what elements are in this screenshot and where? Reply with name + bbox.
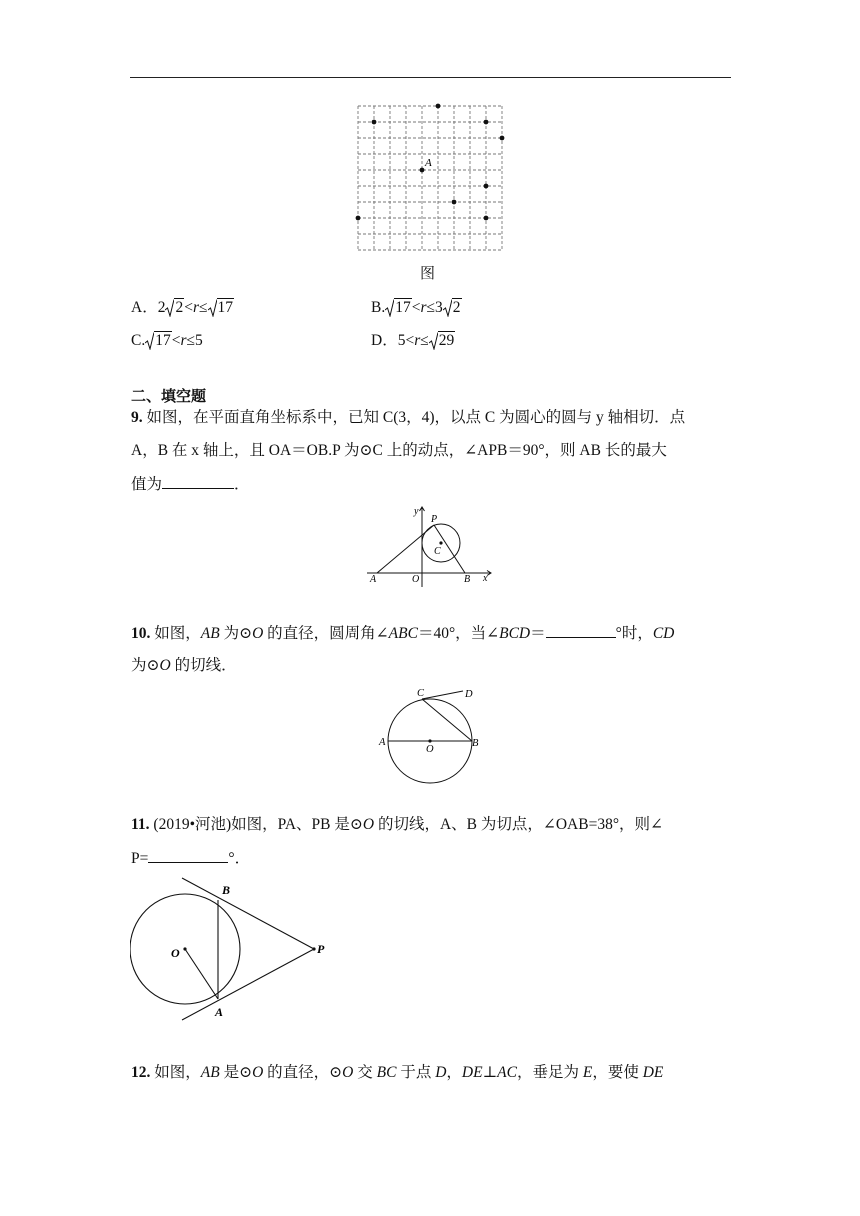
tangent-pa <box>182 949 314 1020</box>
svg-text:O: O <box>412 574 420 585</box>
q11-line-1: 11. (2019•河池)如图，PA、PB 是⊙O 的切线，A、B 为切点，∠OAB=38°，则∠ <box>131 816 664 833</box>
q12-line-1: 12. 如图，AB 是⊙O 的直径，⊙O 交 BC 于点 D，DE⊥AC，垂足为 E，要使 DE <box>131 1064 664 1081</box>
option-a: A．2 2<r≤ 17 <box>131 299 234 316</box>
tangent-pb <box>182 878 314 949</box>
grid-caption: 图 <box>420 264 436 282</box>
header-rule <box>130 77 731 78</box>
svg-text:O: O <box>171 946 180 960</box>
svg-text:P: P <box>431 514 438 525</box>
q11-line-2: P= °． <box>131 850 251 867</box>
grid-figure <box>350 100 510 260</box>
svg-text:C: C <box>434 546 441 557</box>
svg-text:C: C <box>417 688 425 699</box>
q10-line-2: 为⊙O 的切线． <box>131 657 237 674</box>
point-a <box>420 168 425 173</box>
svg-text:y: y <box>414 506 419 517</box>
answer-blank[interactable] <box>546 623 616 638</box>
svg-text:B: B <box>464 574 471 585</box>
q9-line-3: 值为 ． <box>131 476 250 493</box>
svg-text:B: B <box>222 883 231 897</box>
q9-line-2: A，B 在 x 轴上，且 OA＝OB.P 为⊙C 上的动点，∠APB＝90°，则 AB 长的最大 <box>131 442 667 459</box>
answer-blank[interactable] <box>148 848 228 863</box>
segment-ap <box>377 525 434 573</box>
q10-figure <box>375 682 495 792</box>
dashed-grid <box>358 106 502 250</box>
section-title: 二、填空题 <box>131 387 207 405</box>
chord-cb <box>422 699 472 741</box>
q9-figure <box>365 502 495 588</box>
q10-line-1: 10. 如图，AB 为⊙O 的直径，圆周角∠ABC＝40°，当∠BCD＝ °时，CD <box>131 625 675 642</box>
svg-text:D: D <box>465 689 473 700</box>
svg-text:A: A <box>379 737 386 748</box>
svg-text:A: A <box>370 574 377 585</box>
option-c: C. 17<r≤5 <box>131 332 203 349</box>
answer-blank[interactable] <box>162 474 234 489</box>
svg-text:x: x <box>483 573 488 584</box>
svg-text:B: B <box>472 738 479 749</box>
line-cd <box>422 691 463 699</box>
svg-text:O: O <box>426 744 434 755</box>
svg-text:P: P <box>317 942 325 956</box>
grid-label-a: A <box>425 157 432 169</box>
svg-text:A: A <box>215 1005 224 1019</box>
option-d: D．5<r≤ 29 <box>371 332 455 349</box>
q9-line-1: 9. 如图，在平面直角坐标系中，已知 C(3，4)，以点 C 为圆心的圆与 y 轴相切．点 <box>131 409 686 426</box>
option-b: B. 17<r≤3 2 <box>371 299 461 316</box>
q11-figure <box>130 875 340 1023</box>
radius-oa <box>185 949 218 999</box>
